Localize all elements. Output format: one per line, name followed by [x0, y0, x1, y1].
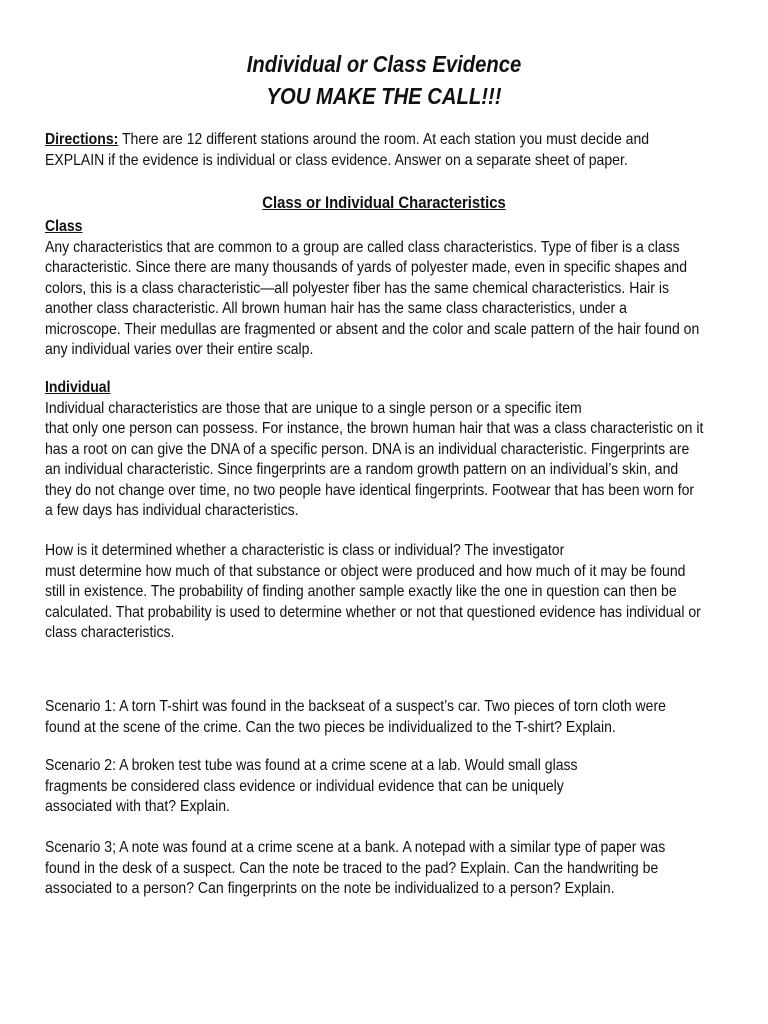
scenario-text-line: associated to a person? Can fingerprints on the note be individualized to a person? Explain.: [45, 880, 615, 897]
scenario-text-line: found at the scene of the crime. Can the two pieces be individualized to the T-shirt? Explain.: [45, 718, 616, 736]
determination-text-line: must determine how much of that substance or object were produced and how much of it may be found: [45, 562, 686, 580]
class-heading: Class: [45, 218, 83, 235]
scenario-text-line: Scenario 3; A note was found at a crime scene at a bank. A notepad with a similar type of paper was: [45, 839, 666, 856]
class-text-line: any individual varies over their entire scalp.: [45, 341, 314, 358]
scenario-text-line: Scenario 2: A broken test tube was found at a crime scene at a lab. Would small glass: [45, 757, 578, 774]
class-text-line: another class characteristic. All brown human hair has the same class characteristics, under a: [45, 300, 627, 317]
determination-text-line: class characteristics.: [45, 624, 175, 641]
class-text-line: colors, this is a class characteristic—all polyester fiber has the same chemical characteristics. Hair is: [45, 279, 669, 297]
individual-text-line: that only one person can possess. For instance, the brown human hair that was a class characteristic on it: [45, 420, 704, 437]
individual-heading: Individual: [45, 379, 111, 396]
class-text-line: characteristic. Since there are many thousands of yards of polyester made, even in specific shapes and: [45, 259, 688, 276]
directions-text-line: There are 12 different stations around the room. At each station you must decide and: [118, 131, 650, 148]
directions-text-line: EXPLAIN if the evidence is individual or class evidence. Answer on a separate sheet of paper.: [45, 151, 628, 169]
individual-text-line: a few days has individual characteristics.: [45, 502, 299, 519]
section-heading: Class or Individual Characteristics: [262, 194, 506, 212]
individual-text-line: has a root on can give the DNA of a specific person. DNA is an individual characteristic. Fingerprints are: [45, 440, 690, 458]
individual-text-line: they do not change over time, no two people have identical fingerprints. Footwear that has been worn for: [45, 481, 695, 499]
scenario-1: [45, 697, 666, 738]
scenario-text-line: associated with that? Explain.: [45, 798, 230, 815]
individual-text-line: an individual characteristic. Since fingerprints are a random growth pattern on an individual’s skin, and: [45, 461, 679, 478]
scenario-text-line: Scenario 1: A torn T-shirt was found in the backseat of a suspect’s car. Two pieces of torn cloth were: [45, 698, 666, 715]
directions-label: Directions:: [45, 131, 119, 148]
class-text-line: microscope. Their medullas are fragmented or absent and the color and scale pattern of the hair found on: [45, 320, 700, 338]
document-title: Individual or Class Evidence: [246, 51, 522, 77]
determination-text-line: still in existence. The probability of finding another sample exactly like the one in question can then be: [45, 583, 677, 600]
scenario-text-line: found in the desk of a suspect. Can the note be traced to the pad? Explain. Can the handwriting be: [45, 859, 659, 877]
individual-section: [45, 378, 704, 522]
determination-text-line: calculated. That probability is used to determine whether or not that questioned evidence has individual or: [45, 603, 701, 621]
class-text-line: Any characteristics that are common to a group are called class characteristics. Type of fiber is a class: [45, 238, 680, 256]
directions-paragraph: [45, 130, 666, 171]
scenario-2: [45, 756, 666, 818]
determination-paragraph: [45, 541, 701, 644]
individual-text-line: Individual characteristics are those that are unique to a single person or a specific item: [45, 399, 582, 417]
determination-text-line: How is it determined whether a characteristic is class or individual? The investigator: [45, 542, 565, 559]
scenario-3: [45, 838, 666, 900]
document-subtitle: YOU MAKE THE CALL!!!: [266, 83, 502, 109]
class-section: [45, 217, 700, 361]
scenario-text-line: fragments be considered class evidence or individual evidence that can be uniquely: [45, 777, 564, 795]
